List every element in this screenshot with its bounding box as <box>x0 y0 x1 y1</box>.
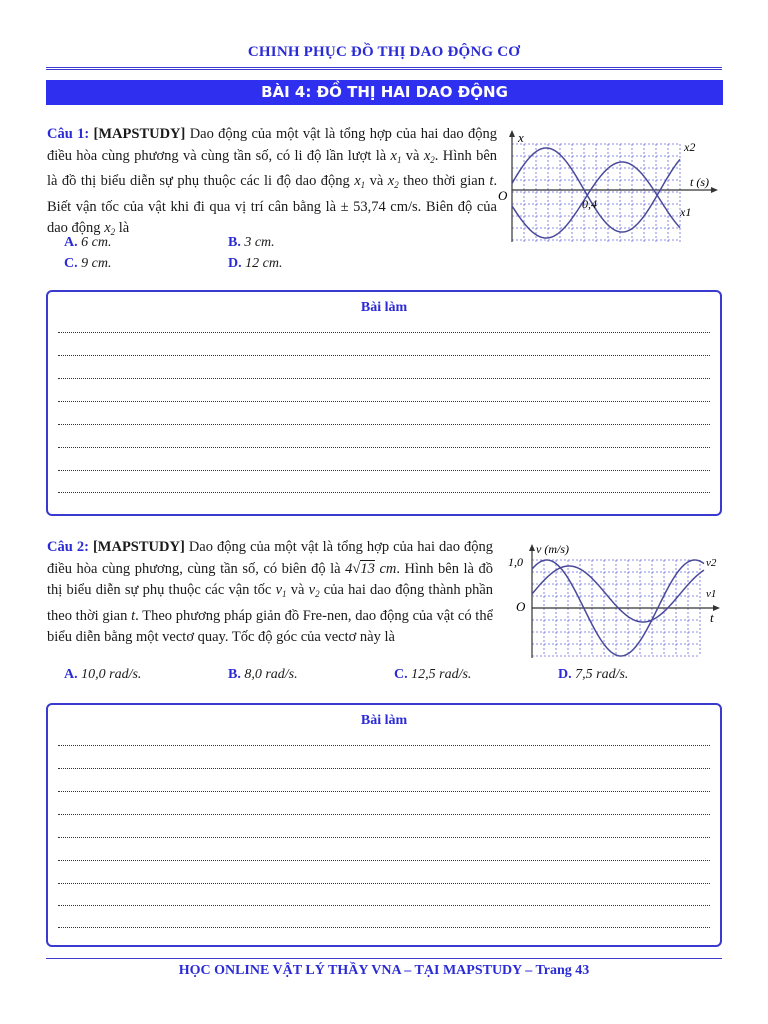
var-v2: v <box>308 582 316 598</box>
section-title: BÀI 4: ĐỒ THỊ HAI DAO ĐỘNG <box>46 80 723 105</box>
option-letter: A. <box>64 667 78 682</box>
option-b[interactable] <box>228 664 298 685</box>
graph-x1-x2 <box>494 126 724 246</box>
page-footer: HỌC ONLINE VẬT LÝ THẦY VNA – TẠI MAPSTUDY – Trang 43 <box>178 963 590 978</box>
var-x2: x <box>387 173 395 189</box>
option-letter: C. <box>394 667 408 682</box>
writing-line <box>58 927 710 928</box>
amp-coef: 4 <box>345 560 353 577</box>
series-label-v2: v2 <box>706 557 717 569</box>
answer-box-2[interactable] <box>46 703 722 947</box>
y-axis-arrow <box>509 130 515 137</box>
writing-line <box>58 905 710 906</box>
x-axis-arrow <box>713 605 720 611</box>
var-x1: x <box>354 173 361 189</box>
option-letter: D. <box>558 667 572 682</box>
option-c[interactable] <box>394 664 471 685</box>
question-label: Câu 1: <box>47 126 90 142</box>
var-x2: x <box>423 147 431 164</box>
writing-line <box>58 447 710 448</box>
writing-line <box>58 745 710 746</box>
option-value: 12,5 rad/s. <box>411 667 472 682</box>
question-2-text <box>47 537 493 649</box>
writing-line <box>58 860 710 861</box>
var-x2-sub: 2 <box>394 180 399 190</box>
amp-unit: cm <box>379 560 397 577</box>
option-d[interactable] <box>558 664 628 685</box>
question-text: là <box>118 220 130 236</box>
writing-line <box>58 470 710 471</box>
answer-title: Bài làm <box>360 300 408 315</box>
conj-and: và <box>405 147 420 164</box>
graph-v1-v2 <box>504 538 726 662</box>
option-letter: B. <box>228 235 241 250</box>
option-a[interactable] <box>64 664 141 685</box>
answer-title: Bài làm <box>360 713 408 728</box>
option-value: 10,0 rad/s. <box>81 667 142 682</box>
writing-line <box>58 814 710 815</box>
amplitude-expression: 4√13 cm <box>345 560 397 577</box>
footer-rule <box>46 958 722 959</box>
option-d[interactable] <box>228 253 282 274</box>
question-1-text <box>47 124 497 244</box>
series-label-x1: x1 <box>680 205 692 219</box>
origin-label: O <box>516 599 526 614</box>
origin-label: O <box>498 188 508 203</box>
writing-line <box>58 837 710 838</box>
writing-line <box>58 355 710 356</box>
writing-line <box>58 378 710 379</box>
question-tag: [MAPSTUDY] <box>92 539 185 555</box>
option-b[interactable] <box>228 232 275 253</box>
writing-line <box>58 401 710 402</box>
tick-label: 0,4 <box>582 197 597 211</box>
question-text: theo thời gian <box>403 173 485 189</box>
question-tag: [MAPSTUDY] <box>93 126 186 142</box>
question-text: . Theo phương pháp giản đồ Fre-nen, dao động của vật có thể biểu diễn bằng một vectơ quay. Tốc độ góc của vectơ này là <box>47 607 494 645</box>
var-x2-sub: 2 <box>110 227 116 237</box>
y-axis-label: v (m/s) <box>536 542 569 556</box>
question-text: Dao động của một vật là tổng hợp của hai dao động điều hòa cùng phương, cùng tần số, có biên độ là <box>47 539 494 577</box>
grid <box>512 144 680 242</box>
question-text: . Hình bên là đồ thị biểu diễn sự phụ thuộc các vận tốc <box>47 560 494 598</box>
var-v1: v <box>275 582 283 598</box>
x-axis-label: t <box>710 610 714 625</box>
series-label-x2: x2 <box>684 140 696 154</box>
var-x1-sub: 1 <box>360 180 366 190</box>
var-x1: x <box>390 147 397 164</box>
conj-and: và <box>369 173 384 189</box>
var-t: t <box>131 607 136 624</box>
option-value: 8,0 rad/s. <box>244 667 298 682</box>
y-axis-arrow <box>529 544 535 551</box>
var-x1-sub: 1 <box>396 154 402 165</box>
question-text: . Biết vận tốc của vật khi đi qua vị trí cân bằng là ± 53,74 cm/s. Biên độ của dao động <box>47 173 498 236</box>
running-header: CHINH PHỤC ĐỒ THỊ DAO ĐỘNG CƠ <box>247 44 521 60</box>
option-letter: B. <box>228 667 241 682</box>
conj-and: và <box>290 582 305 598</box>
option-value: 12 cm. <box>245 256 283 271</box>
var-v1-sub: 1 <box>282 589 287 599</box>
option-c[interactable] <box>64 253 111 274</box>
writing-line <box>58 791 710 792</box>
x-axis-arrow <box>711 187 718 193</box>
y-axis-label: x <box>518 130 524 145</box>
question-text: của hai dao động thành phần theo thời gian <box>47 582 494 624</box>
writing-line <box>58 492 710 493</box>
option-letter: C. <box>64 256 78 271</box>
question-text: . Hình bên là đồ thị biểu diễn sự phụ thuộc các li độ dao động <box>47 147 498 189</box>
question-text: Dao động của một vật là tổng hợp của hai dao động điều hòa cùng phương và cùng tần số, có li độ lần lượt là <box>47 126 498 164</box>
header-rule <box>46 67 722 70</box>
var-t: t <box>489 173 494 189</box>
option-value: 3 cm. <box>244 235 275 250</box>
tick-label: 1,0 <box>508 555 523 569</box>
option-value: 6 cm. <box>81 235 112 250</box>
amp-root: 13 <box>360 560 375 577</box>
writing-line <box>58 332 710 333</box>
writing-line <box>58 424 710 425</box>
option-value: 9 cm. <box>81 256 112 271</box>
var-x2: x <box>104 220 111 236</box>
writing-line <box>58 883 710 884</box>
writing-line <box>58 768 710 769</box>
option-letter: A. <box>64 235 78 250</box>
var-v2-sub: 2 <box>315 589 320 599</box>
var-x2-sub: 2 <box>430 154 435 165</box>
option-a[interactable] <box>64 232 111 253</box>
option-letter: D. <box>228 256 242 271</box>
question-label: Câu 2: <box>47 539 89 555</box>
answer-box-1[interactable] <box>46 290 722 516</box>
option-value: 7,5 rad/s. <box>575 667 629 682</box>
x-axis-label: t (s) <box>690 175 709 189</box>
series-label-v1: v1 <box>706 588 717 600</box>
curve-v1 <box>532 566 704 622</box>
